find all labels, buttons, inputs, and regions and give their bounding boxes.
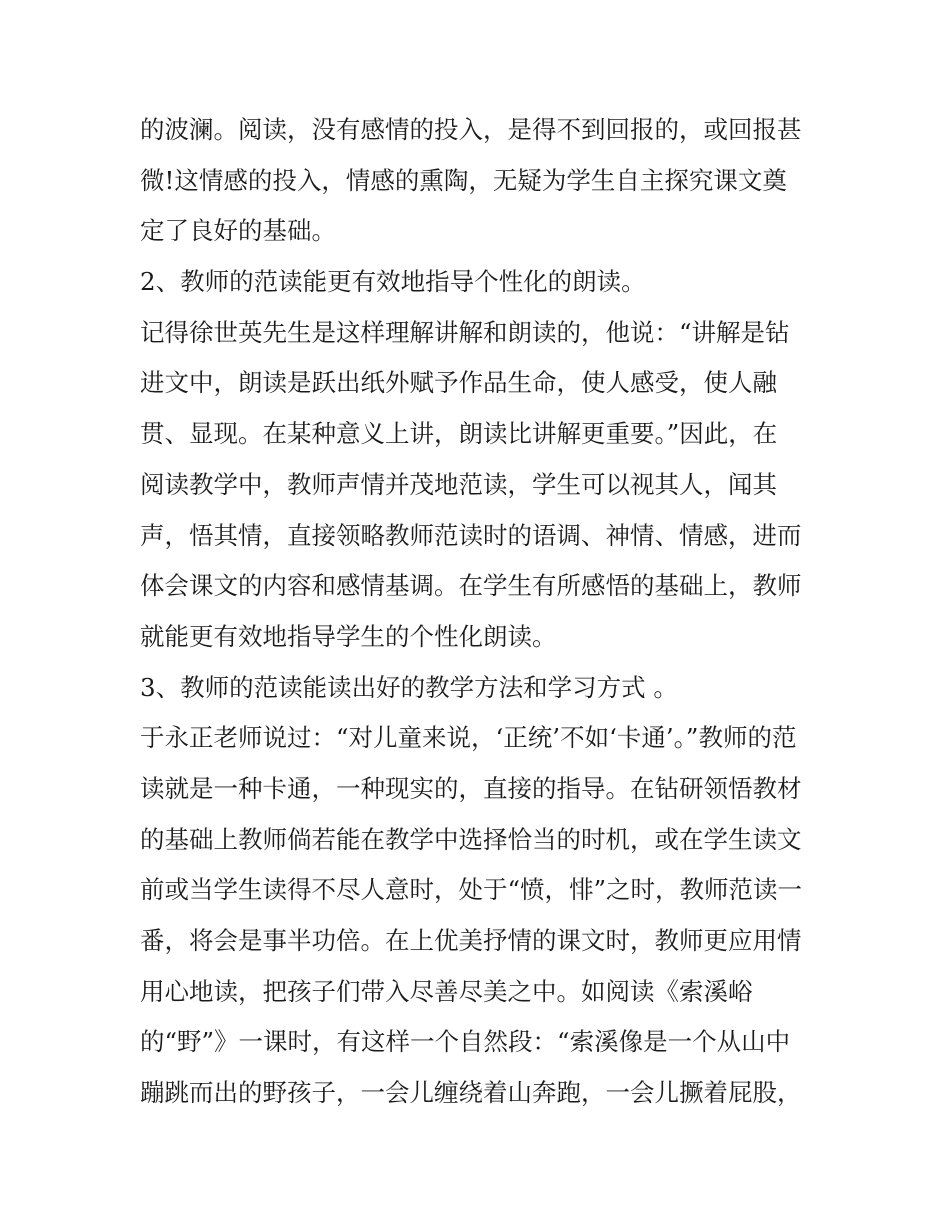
- text-line: 的基础上教师倘若能在教学中选择恰当的时机，或在学生读文: [140, 824, 802, 854]
- text-line: 的“野”》一课时，有这样一个自然段：“索溪像是一个从山中: [140, 1027, 791, 1057]
- text-line: 番，将会是事半功倍。在上优美抒情的课文时，教师更应用情: [140, 926, 802, 955]
- text-line: 读就是一种卡通，一种现实的，直接的指导。在钻研领悟教材: [140, 773, 802, 803]
- text-line: 定了良好的基础。: [140, 216, 336, 246]
- text-line: 贯、显现。在某种意义上讲，朗读比讲解更重要。”因此，在: [140, 419, 778, 449]
- text-line: 声，悟其情，直接领略教师范读时的语调、神情、情感，进而: [140, 520, 802, 550]
- text-line: 前或当学生读得不尽人意时，处于“愤，悱”之时，教师范读一: [140, 875, 803, 905]
- body-text: [140, 105, 820, 1119]
- text-line: 的波澜。阅读，没有感情的投入，是得不到回报的，或回报甚: [140, 115, 802, 144]
- text-line: 用心地读，把孩子们带入尽善尽美之中。如阅读《索溪峪: [140, 976, 753, 1006]
- section-heading-3: 3、教师的范读能读出好的教学方法和学习方式 。: [140, 672, 678, 702]
- text-line: 蹦跳而出的野孩子，一会儿缠绕着山奔跑，一会儿撅着屁股，: [140, 1078, 802, 1108]
- text-line: 就能更有效地指导学生的个性化朗读。: [140, 621, 557, 651]
- text-line: 进文中，朗读是跃出纸外赋予作品生命，使人感受，使人融: [140, 368, 777, 398]
- text-line: 记得徐世英先生是这样理解讲解和朗读的，他说：“讲解是钻: [140, 317, 790, 347]
- text-line: 于永正老师说过：“对儿童来说，‘正统’不如‘卡通’。”教师的范: [140, 723, 797, 753]
- section-heading-2: 2、教师的范读能更有效地指导个性化的朗读。: [140, 267, 646, 297]
- text-line: 阅读教学中，教师声情并茂地范读，学生可以视其人，闻其: [140, 469, 777, 499]
- text-line: 体会课文的内容和感情基调。在学生有所感悟的基础上，教师: [140, 571, 802, 601]
- text-line: 微!这情感的投入，情感的熏陶，无疑为学生自主探究课文奠: [140, 165, 787, 195]
